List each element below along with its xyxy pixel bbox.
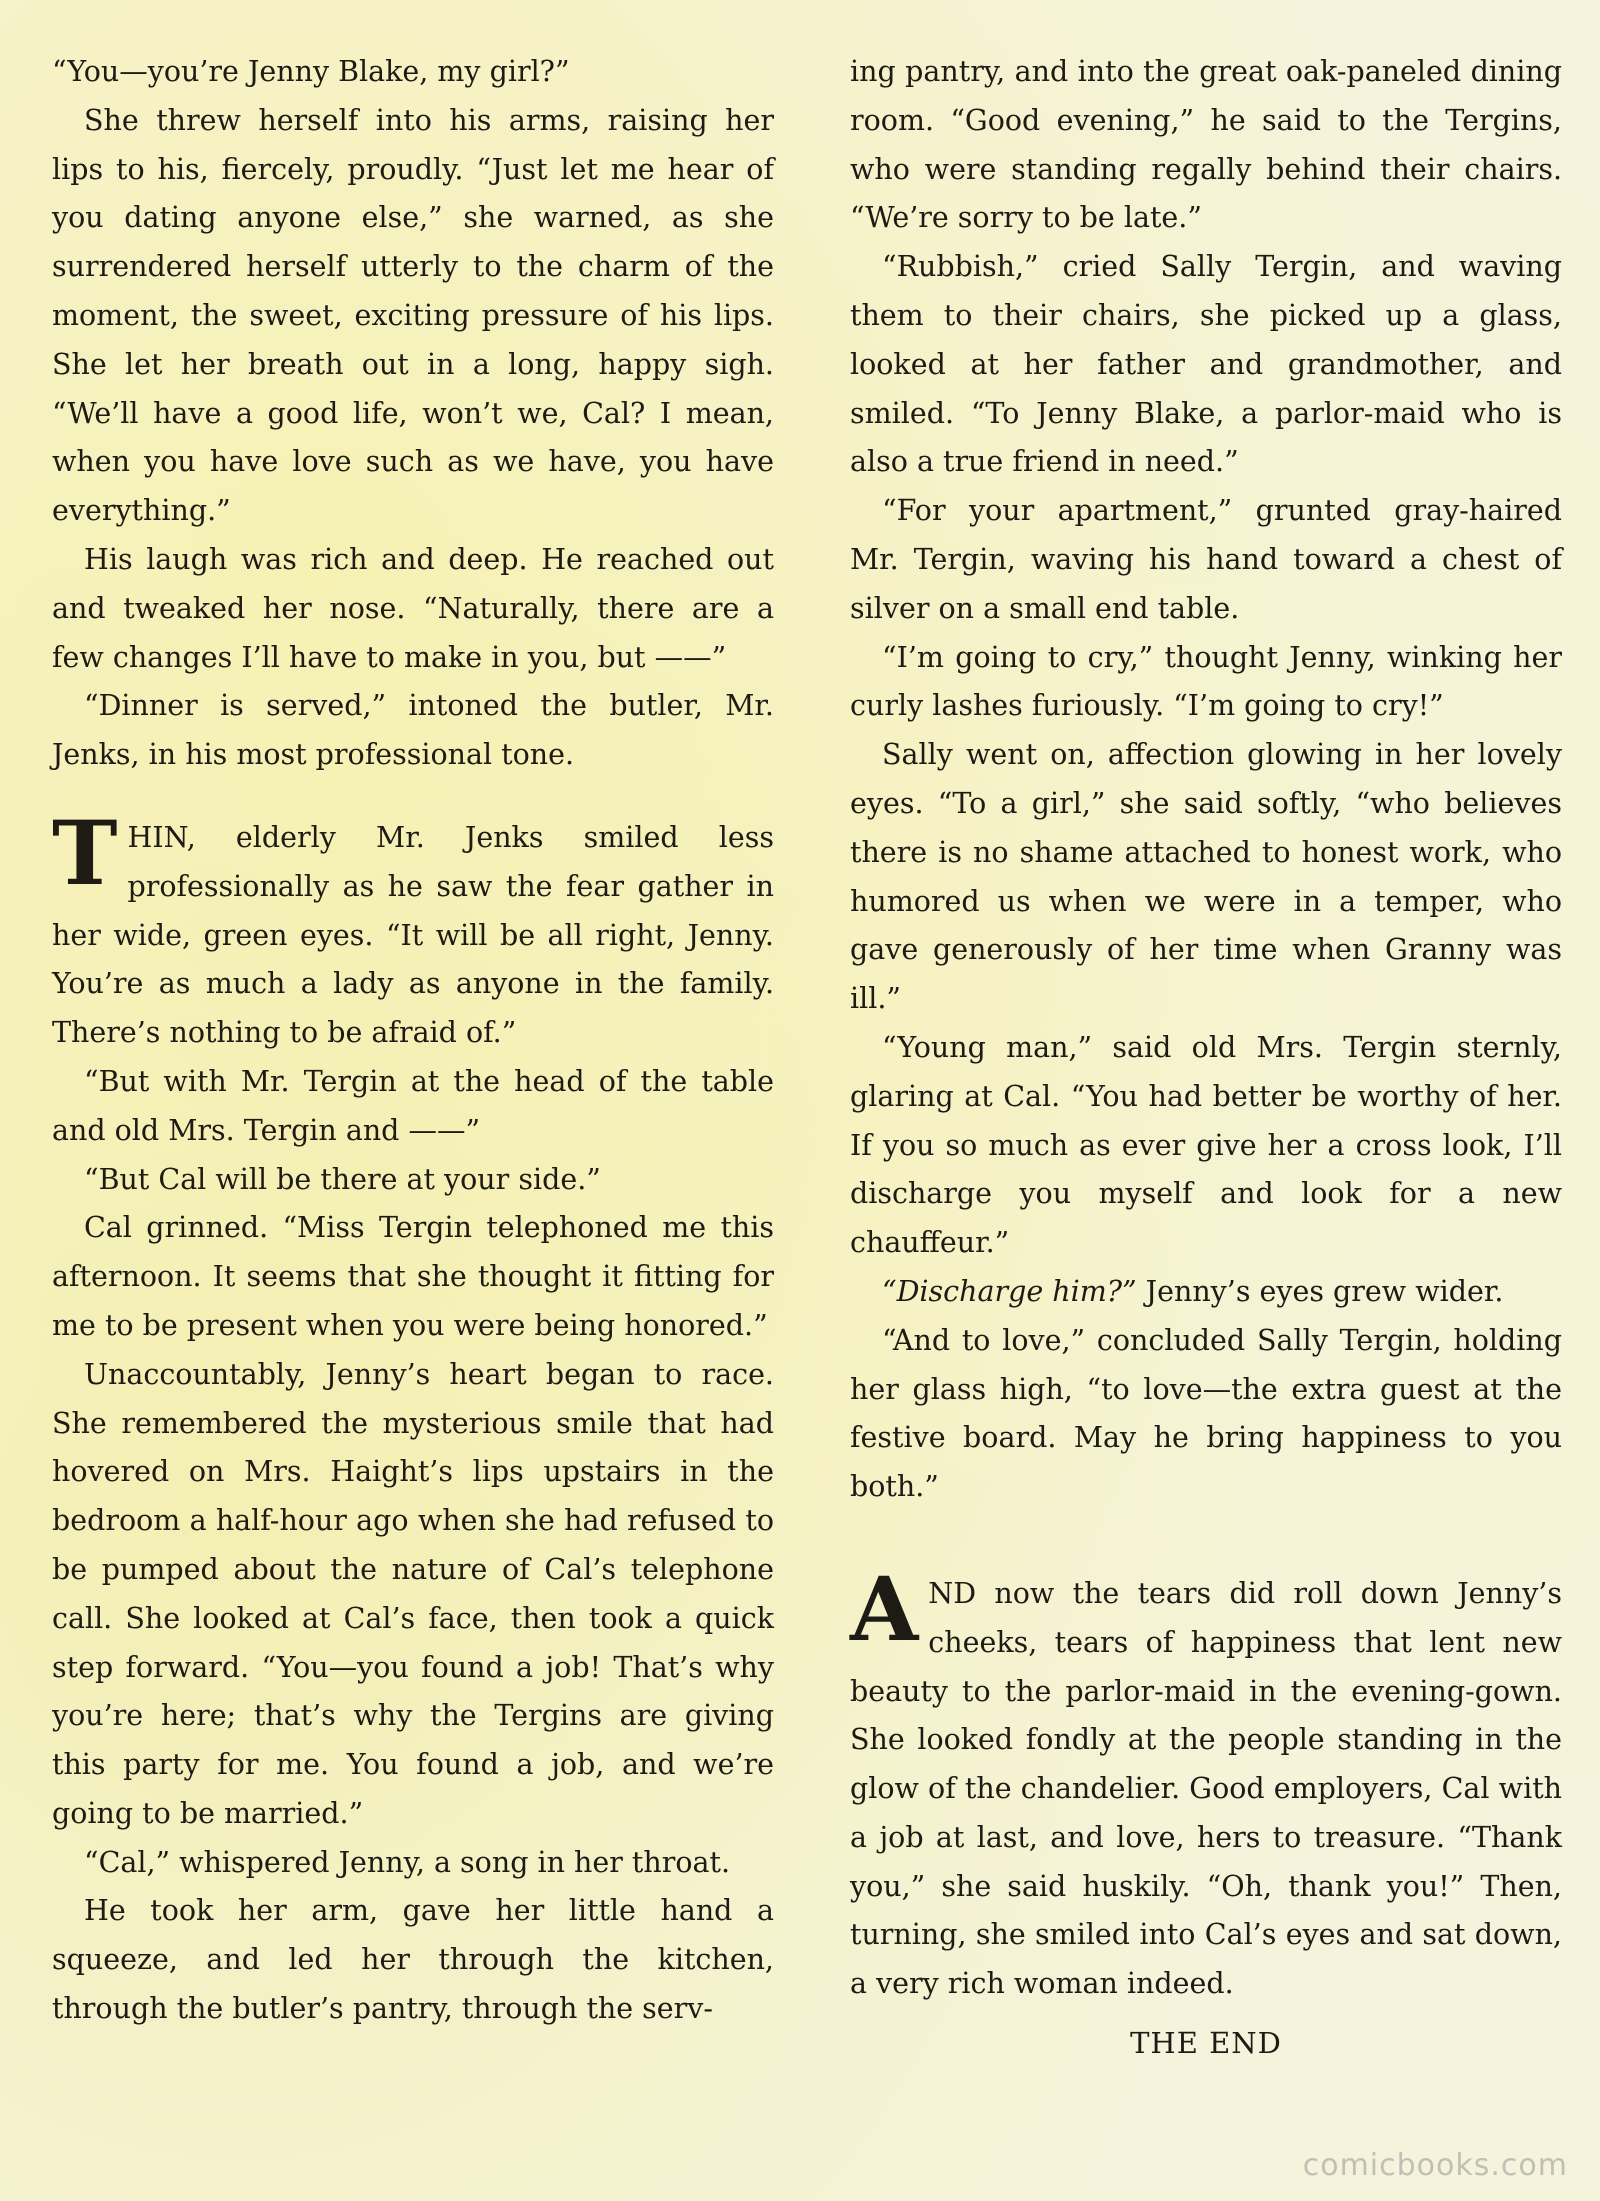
paragraph: “Cal,” whispered Jenny, a song in her throat.: [84, 1845, 731, 1879]
paragraph: “Dinner is served,” intoned the butler, Mr. Jenks, in his most professional tone.: [52, 689, 774, 772]
paragraph: “You—you’re Jenny Blake, my girl?”: [52, 55, 570, 88]
paragraph: He took her arm, gave her little hand a squeeze, and led her through the kitchen, through the butler’s pantry, through the serv-: [52, 1894, 774, 2026]
watermark: comicbooks.com: [1302, 2148, 1568, 2183]
paragraph: Cal grinned. “Miss Tergin telephoned me this afternoon. It seems that she thought it fitting for me to be present when you were being honored.”: [52, 1211, 774, 1342]
paragraph: “Young man,” said old Mrs. Tergin sternly, glaring at Cal. “You had better be worthy of her. If you so much as ever give her a cross look, I’ll discharge you myself and look for a new chauffeur.”: [850, 1030, 1562, 1260]
the-end-label: THE END: [1130, 2026, 1282, 2061]
paragraph: Sally went on, affection glowing in her lovely eyes. “To a girl,” she said softly, “who believes there is no shame attached to honest work, who humored us when we were in a temper, who gave generously of her time when Granny was ill.”: [850, 738, 1562, 1016]
paragraph: “I’m going to cry,” thought Jenny, winking her curly lashes furiously. “I’m going to cry!”: [850, 640, 1562, 723]
paragraph: “But Cal will be there at your side.”: [84, 1162, 601, 1196]
left-column: [52, 48, 774, 2034]
paragraph: Unaccountably, Jenny’s heart began to race. She remembered the mysterious smile that had hovered on Mrs. Haight’s lips upstairs in the bedroom a half-hour ago when she had refused to be pumped about the nature of Cal’s telephone call. She looked at Cal’s face, then took a quick step forward. “You—you found a job! That’s why you’re here; that’s why the Tergins are giving this party for me. You found a job, and we’re going to be married.”: [52, 1357, 774, 1830]
drop-cap: A: [850, 1556, 919, 1661]
paragraph: “Rubbish,” cried Sally Tergin, and waving them to their chairs, she picked up a glass, looked at her father and grandmother, and smiled. “To Jenny Blake, a parlor-maid who is also a true friend in need.”: [850, 250, 1562, 479]
paragraph: ing pantry, and into the great oak-paneled dining room. “Good evening,” he said to the Tergins, who were standing regally behind their chairs. “We’re sorry to be late.”: [850, 55, 1562, 235]
right-column: [850, 48, 1562, 2068]
paragraph-text: ND now the tears did roll down Jenny’s cheeks, tears of happiness that lent new beauty to the parlor-maid in the evening-gown. She looked fondly at the people standing in the glow of the chandelier. Good employers, Cal with a job at last, and love, hers to treasure. “Thank you,” she said huskily. “Oh, thank you!” Then, turning, she smiled into Cal’s eyes and sat down, a very rich woman indeed.: [850, 1576, 1562, 2001]
drop-cap: T: [52, 800, 118, 905]
paragraph-text: Jenny’s eyes grew wider.: [1136, 1274, 1504, 1308]
paragraph: “For your apartment,” grunted gray-haired Mr. Tergin, waving his hand toward a chest of silver on a small end table.: [850, 494, 1562, 625]
dropcap-paragraph: [850, 1556, 1562, 2009]
italic-quote: “Discharge him?”: [882, 1274, 1137, 1308]
paragraph: She threw herself into his arms, raising her lips to his, fiercely, proudly. “Just let me hear of you dating anyone else,” she warned, as she surrendered herself utterly to the charm of the moment, the sweet, exciting pressure of his lips. She let her breath out in a long, happy sigh. “We’ll have a good life, won’t we, Cal? I mean, when you have love such as we have, you have everything.”: [52, 103, 774, 528]
paragraph: “But with Mr. Tergin at the head of the table and old Mrs. Tergin and ——”: [52, 1064, 774, 1147]
paragraph: [850, 1268, 1562, 1317]
paragraph: His laugh was rich and deep. He reached out and tweaked her nose. “Naturally, there are a few changes I’ll have to make in you, but ——”: [52, 542, 774, 674]
paragraph: “And to love,” concluded Sally Tergin, holding her glass high, “to love—the extra guest at the festive board. May he bring happiness to you both.”: [850, 1323, 1562, 1504]
dropcap-paragraph: [52, 800, 774, 1058]
paragraph-text: HIN, elderly Mr. Jenks smiled less professionally as he saw the fear gather in her wide, green eyes. “It will be all right, Jenny. You’re as much a lady as anyone in the family. There’s nothing to be afraid of.”: [52, 820, 774, 1050]
